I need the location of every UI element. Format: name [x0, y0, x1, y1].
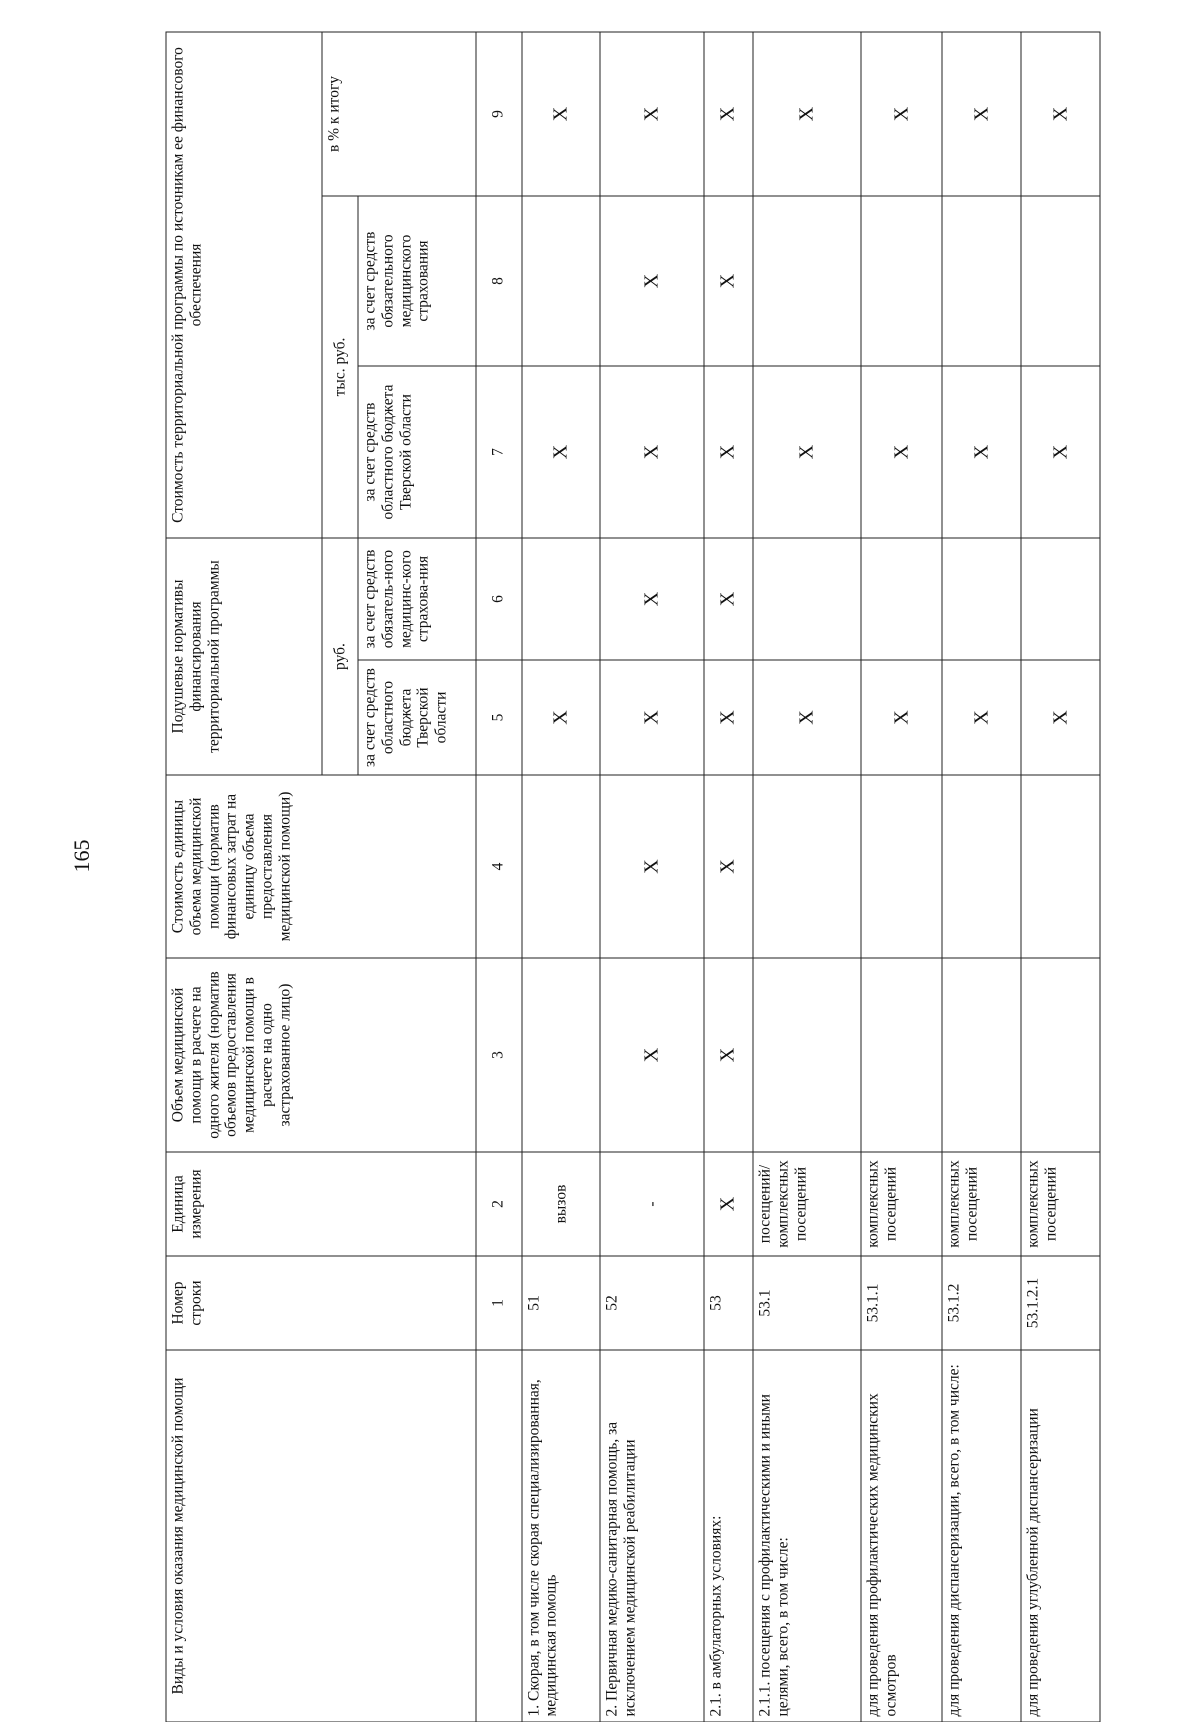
row-volume — [942, 958, 1021, 1152]
row-name: 1. Скорая, в том числе скорая специализированная, медицинская помощь — [521, 1350, 600, 1722]
row-volume — [861, 958, 942, 1152]
table-container — [165, 32, 1100, 1722]
row-cost-regional: Х — [1021, 366, 1100, 538]
row-volume: Х — [703, 958, 752, 1152]
row-unit-cost — [1021, 775, 1100, 958]
header-volume: Объем медицинской помощи в расчете на одного жителя (норматив объемов предоставления медицинской помощи в расчете на одно застрахованное лицо) — [166, 958, 476, 1152]
row-line-number: 53.1.2.1 — [1021, 1256, 1100, 1350]
row-cost-regional: Х — [600, 366, 703, 538]
row-name: 2.1.1. посещения с профилактическими и иными целями, всего, в том числе: — [752, 1350, 860, 1722]
row-percent: Х — [752, 31, 860, 195]
row-unit: вызов — [521, 1152, 600, 1256]
row-per-capita-regional: Х — [600, 660, 703, 775]
row-per-capita-oms — [942, 538, 1021, 660]
header-percent-total: в % к итогу — [322, 31, 476, 195]
table-row — [1021, 31, 1100, 1721]
row-name: 2.1. в амбулаторных условиях: — [703, 1350, 752, 1722]
header-row-1 — [166, 31, 322, 1721]
column-number — [476, 1350, 522, 1722]
row-cost-regional: Х — [521, 366, 600, 538]
row-cost-regional: Х — [752, 366, 860, 538]
row-unit-cost: Х — [703, 775, 752, 958]
row-percent: Х — [600, 31, 703, 195]
header-care-types: Виды и условия оказания медицинской помощи — [166, 1350, 476, 1722]
row-per-capita-regional: Х — [521, 660, 600, 775]
row-percent: Х — [703, 31, 752, 195]
header-per-capita: Подушевые нормативы финансирования территориальной программы — [166, 538, 322, 775]
row-percent: Х — [942, 31, 1021, 195]
column-number: 9 — [476, 31, 522, 195]
row-line-number: 51 — [521, 1256, 600, 1350]
row-volume — [752, 958, 860, 1152]
column-number: 5 — [476, 660, 522, 775]
table-row — [703, 31, 752, 1721]
table-row — [752, 31, 860, 1721]
row-unit: комплексных посещений — [861, 1152, 942, 1256]
row-cost-oms: Х — [600, 196, 703, 366]
row-cost-oms — [521, 196, 600, 366]
header-per-capita-oms: за счет средств обязатель-ного медицинс-кого страхова-ния — [357, 538, 475, 660]
page-number: 165 — [69, 839, 94, 873]
column-number: 2 — [476, 1152, 522, 1256]
row-per-capita-oms — [752, 538, 860, 660]
table-row — [521, 31, 600, 1721]
row-per-capita-regional: Х — [1021, 660, 1100, 775]
row-per-capita-oms: Х — [600, 538, 703, 660]
header-line-number: Номер строки — [166, 1256, 476, 1350]
table-row — [942, 31, 1021, 1721]
header-unit-cost: Стоимость единицы объема медицинской помощи (норматив финансовых затрат на единицу объема предоставления медицинской помощи) — [166, 775, 476, 958]
row-unit: посещений/ комплексных посещений — [752, 1152, 860, 1256]
row-percent: Х — [521, 31, 600, 195]
row-line-number: 53.1.1 — [861, 1256, 942, 1350]
row-name: для проведения углубленной диспансеризации — [1021, 1350, 1100, 1722]
header-program-cost: Стоимость территориальной программы по источникам ее финансового обеспечения — [166, 31, 322, 537]
row-line-number: 52 — [600, 1256, 703, 1350]
header-per-capita-unit: руб. — [322, 538, 358, 775]
row-name: 2. Первичная медико-санитарная помощь, за исключением медицинской реабилитации — [600, 1350, 703, 1722]
column-number: 4 — [476, 775, 522, 958]
row-per-capita-oms — [521, 538, 600, 660]
row-per-capita-regional: Х — [861, 660, 942, 775]
row-cost-regional: Х — [703, 366, 752, 538]
row-cost-oms — [861, 196, 942, 366]
column-numbers-row — [476, 31, 522, 1721]
row-unit-cost — [861, 775, 942, 958]
header-per-capita-regional: за счет средств областного бюджета Тверской области — [357, 660, 475, 775]
header-cost-regional: за счет средств областного бюджета Тверской области — [357, 366, 475, 538]
row-per-capita-oms: Х — [703, 538, 752, 660]
column-number: 3 — [476, 958, 522, 1152]
row-line-number: 53 — [703, 1256, 752, 1350]
row-cost-regional: Х — [861, 366, 942, 538]
funding-table — [165, 31, 1100, 1722]
row-name: для проведения диспансеризации, всего, в том числе: — [942, 1350, 1021, 1722]
row-volume: Х — [600, 958, 703, 1152]
column-number: 8 — [476, 196, 522, 366]
row-percent: Х — [861, 31, 942, 195]
row-line-number: 53.1.2 — [942, 1256, 1021, 1350]
row-per-capita-oms — [861, 538, 942, 660]
row-unit: - — [600, 1152, 703, 1256]
row-unit-cost: Х — [600, 775, 703, 958]
row-unit-cost — [942, 775, 1021, 958]
row-name: для проведения профилактических медицинских осмотров — [861, 1350, 942, 1722]
row-unit: комплексных посещений — [1021, 1152, 1100, 1256]
row-cost-oms — [752, 196, 860, 366]
row-per-capita-regional: Х — [703, 660, 752, 775]
header-program-cost-unit: тыс. руб. — [322, 196, 358, 538]
column-number: 7 — [476, 366, 522, 538]
column-number: 1 — [476, 1256, 522, 1350]
row-cost-regional: Х — [942, 366, 1021, 538]
row-unit-cost — [521, 775, 600, 958]
header-unit: Единица измерения — [166, 1152, 476, 1256]
row-line-number: 53.1 — [752, 1256, 860, 1350]
row-volume — [1021, 958, 1100, 1152]
table-row — [861, 31, 942, 1721]
row-per-capita-regional: Х — [942, 660, 1021, 775]
row-per-capita-oms — [1021, 538, 1100, 660]
row-per-capita-regional: Х — [752, 660, 860, 775]
row-cost-oms — [942, 196, 1021, 366]
row-cost-oms — [1021, 196, 1100, 366]
row-volume — [521, 958, 600, 1152]
row-percent: Х — [1021, 31, 1100, 195]
row-unit-cost — [752, 775, 860, 958]
column-number: 6 — [476, 538, 522, 660]
table-row — [600, 31, 703, 1721]
row-cost-oms: Х — [703, 196, 752, 366]
header-cost-oms: за счет средств обязательного медицинского страхования — [357, 196, 475, 366]
row-unit: Х — [703, 1152, 752, 1256]
row-unit: комплексных посещений — [942, 1152, 1021, 1256]
